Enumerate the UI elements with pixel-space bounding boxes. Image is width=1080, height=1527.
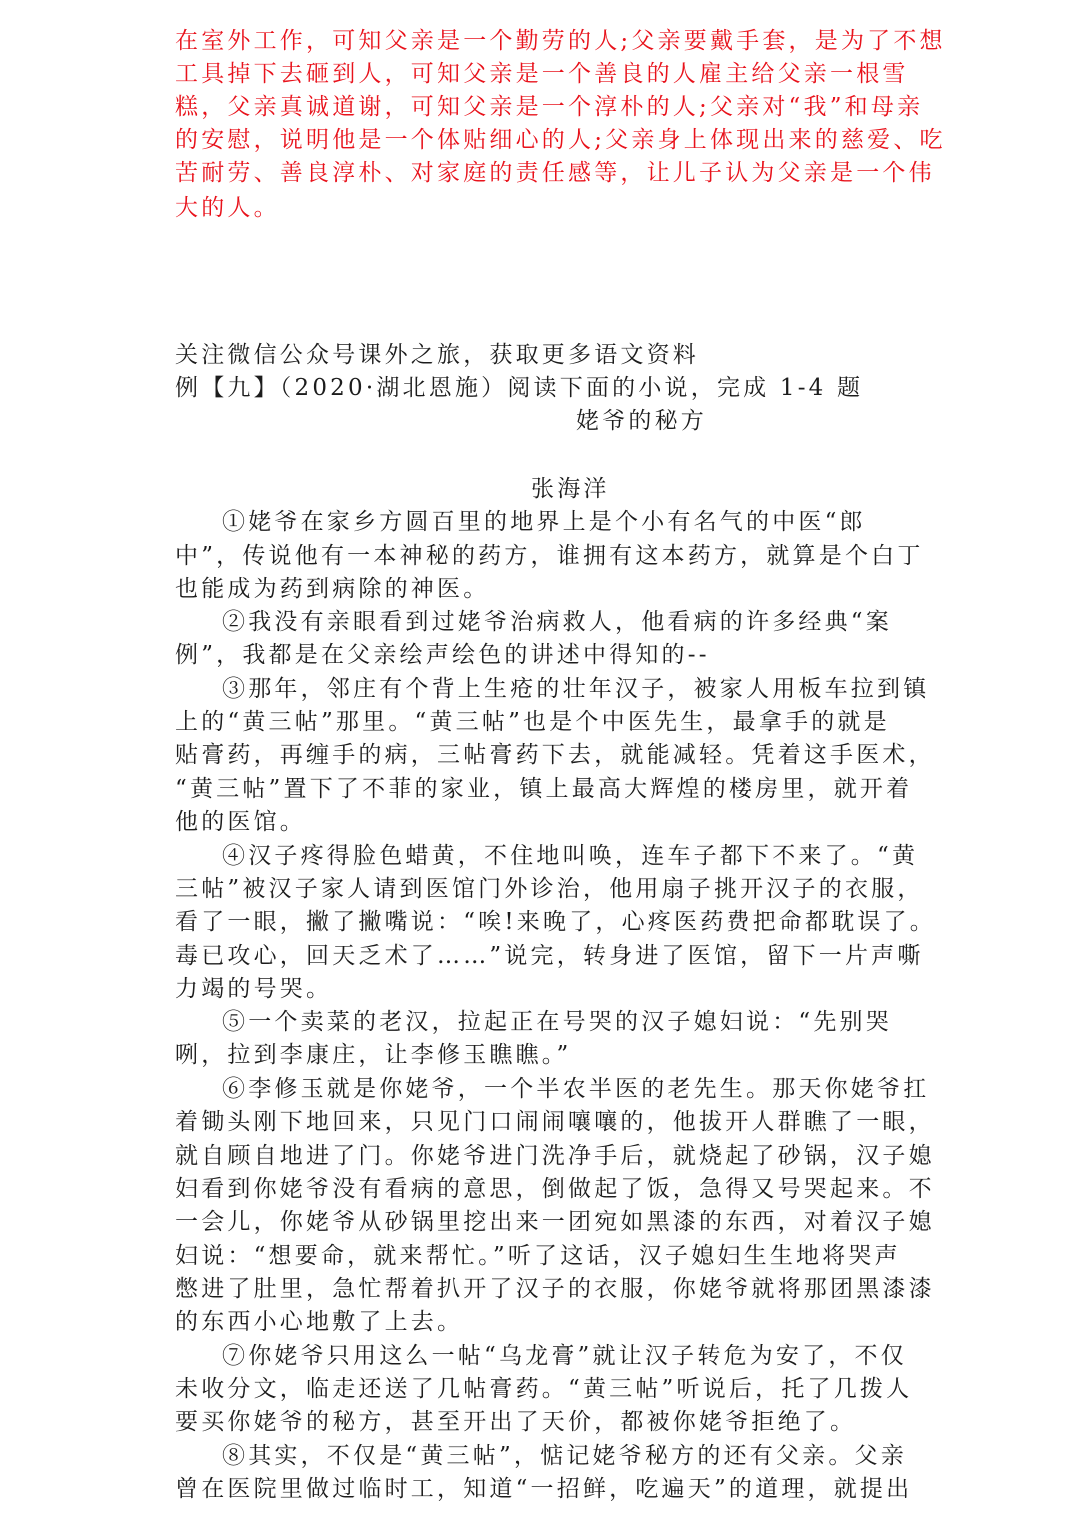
story-line: ③那年，邻庄有个背上生疮的壮年汉子，被家人用板车拉到镇 [222, 676, 930, 702]
story-line: 一会儿，你姥爷从砂锅里挖出来一团宛如黑漆的东西，对着汉子媳 [175, 1209, 935, 1235]
story-line: 未收分文，临走还送了几帖膏药。“黄三帖”听说后，托了几拨人 [175, 1376, 913, 1402]
story-line: ①姥爷在家乡方圆百里的地界上是个小有名气的中医“郎 [222, 509, 866, 535]
story-line: ④汉子疼得脸色蜡黄，不住地叫唤，连车子都下不来了。“黄 [222, 843, 919, 869]
wechat-notice: 关注微信公众号课外之旅，获取更多语文资料 [175, 342, 699, 368]
story-line: ⑤一个卖菜的老汉，拉起正在号哭的汉子媳妇说：“先别哭 [222, 1009, 892, 1035]
story-line: 力竭的号哭。 [175, 976, 333, 1002]
story-line: 也能成为药到病除的神医。 [175, 576, 490, 602]
story-line: 中”，传说他有一本神秘的药方，谁拥有这本药方，就算是个白丁 [175, 543, 924, 569]
story-line: 例”，我都是在父亲绘声绘色的讲述中得知的-- [175, 642, 710, 668]
story-author: 张海洋 [531, 476, 610, 502]
story-line: 咧，拉到李康庄，让李修玉瞧瞧。” [175, 1042, 572, 1068]
story-line: 看了一眼，撇了撇嘴说：“唉!来晚了，心疼医药费把命都耽误了。 [175, 909, 937, 935]
story-line: ②我没有亲眼看到过姥爷治病救人，他看病的许多经典“案 [222, 609, 892, 635]
story-title: 姥爷的秘方 [576, 408, 707, 434]
answer-line: 大的人。 [175, 195, 280, 221]
story-line: 要买你姥爷的秘方，甚至开出了天价，都被你姥爷拒绝了。 [175, 1409, 857, 1435]
story-line: 着锄头刚下地回来，只见门口闹闹嚷嚷的，他拔开人群瞧了一眼， [175, 1109, 935, 1135]
answer-line: 的安慰，说明他是一个体贴细心的人;父亲身上体现出来的慈爱、吃 [175, 127, 946, 153]
story-line: 三帖”被汉子家人请到医馆门外诊治，他用扇子挑开汉子的衣服， [175, 876, 924, 902]
story-line: 就自顾自地进了门。你姥爷进门洗净手后，就烧起了砂锅，汉子媳 [175, 1143, 935, 1169]
answer-line: 在室外工作，可知父亲是一个勤劳的人;父亲要戴手套，是为了不想 [175, 28, 946, 54]
story-line: “黄三帖”置下了不菲的家业，镇上最高大辉煌的楼房里，就开着 [175, 776, 913, 802]
story-line: 上的“黄三帖”那里。“黄三帖”也是个中医先生，最拿手的就是 [175, 709, 890, 735]
story-line: 憋进了肚里，急忙帮着扒开了汉子的衣服，你姥爷就将那团黑漆漆 [175, 1276, 935, 1302]
story-line: 贴膏药，再缠手的病，三帖膏药下去，就能减轻。凭着这手医术， [175, 742, 935, 768]
story-line: 妇看到你姥爷没有看病的意思，倒做起了饭，急得又号哭起来。不 [175, 1176, 935, 1202]
answer-line: 工具掉下去砸到人，可知父亲是一个善良的人雇主给父亲一根雪 [175, 61, 909, 87]
story-line: 曾在医院里做过临时工，知道“一招鲜，吃遍天”的道理，就提出 [175, 1476, 913, 1502]
story-line: 妇说：“想要命，就来帮忙。”听了这话，汉子媳妇生生地将哭声 [175, 1243, 901, 1269]
story-line: ⑧其实，不仅是“黄三帖”，惦记姥爷秘方的还有父亲。父亲 [222, 1443, 907, 1469]
answer-line: 糕，父亲真诚道谢，可知父亲是一个淳朴的人;父亲对“我”和母亲 [175, 94, 924, 120]
story-line: 毒已攻心，回天乏术了……”说完，转身进了医馆，留下一片声嘶 [175, 943, 924, 969]
story-line: 的东西小心地敷了上去。 [175, 1309, 464, 1335]
answer-line: 苦耐劳、善良淳朴、对家庭的责任感等，让儿子认为父亲是一个伟 [175, 160, 935, 186]
story-line: ⑥李修玉就是你姥爷，一个半农半医的老先生。那天你姥爷扛 [222, 1076, 930, 1102]
story-line: ⑦你姥爷只用这么一帖“乌龙膏”就让汉子转危为安了，不仅 [222, 1343, 907, 1369]
story-line: 他的医馆。 [175, 809, 306, 835]
example-heading: 例【九】（2020·湖北恩施）阅读下面的小说，完成 1-4 题 [175, 375, 864, 401]
